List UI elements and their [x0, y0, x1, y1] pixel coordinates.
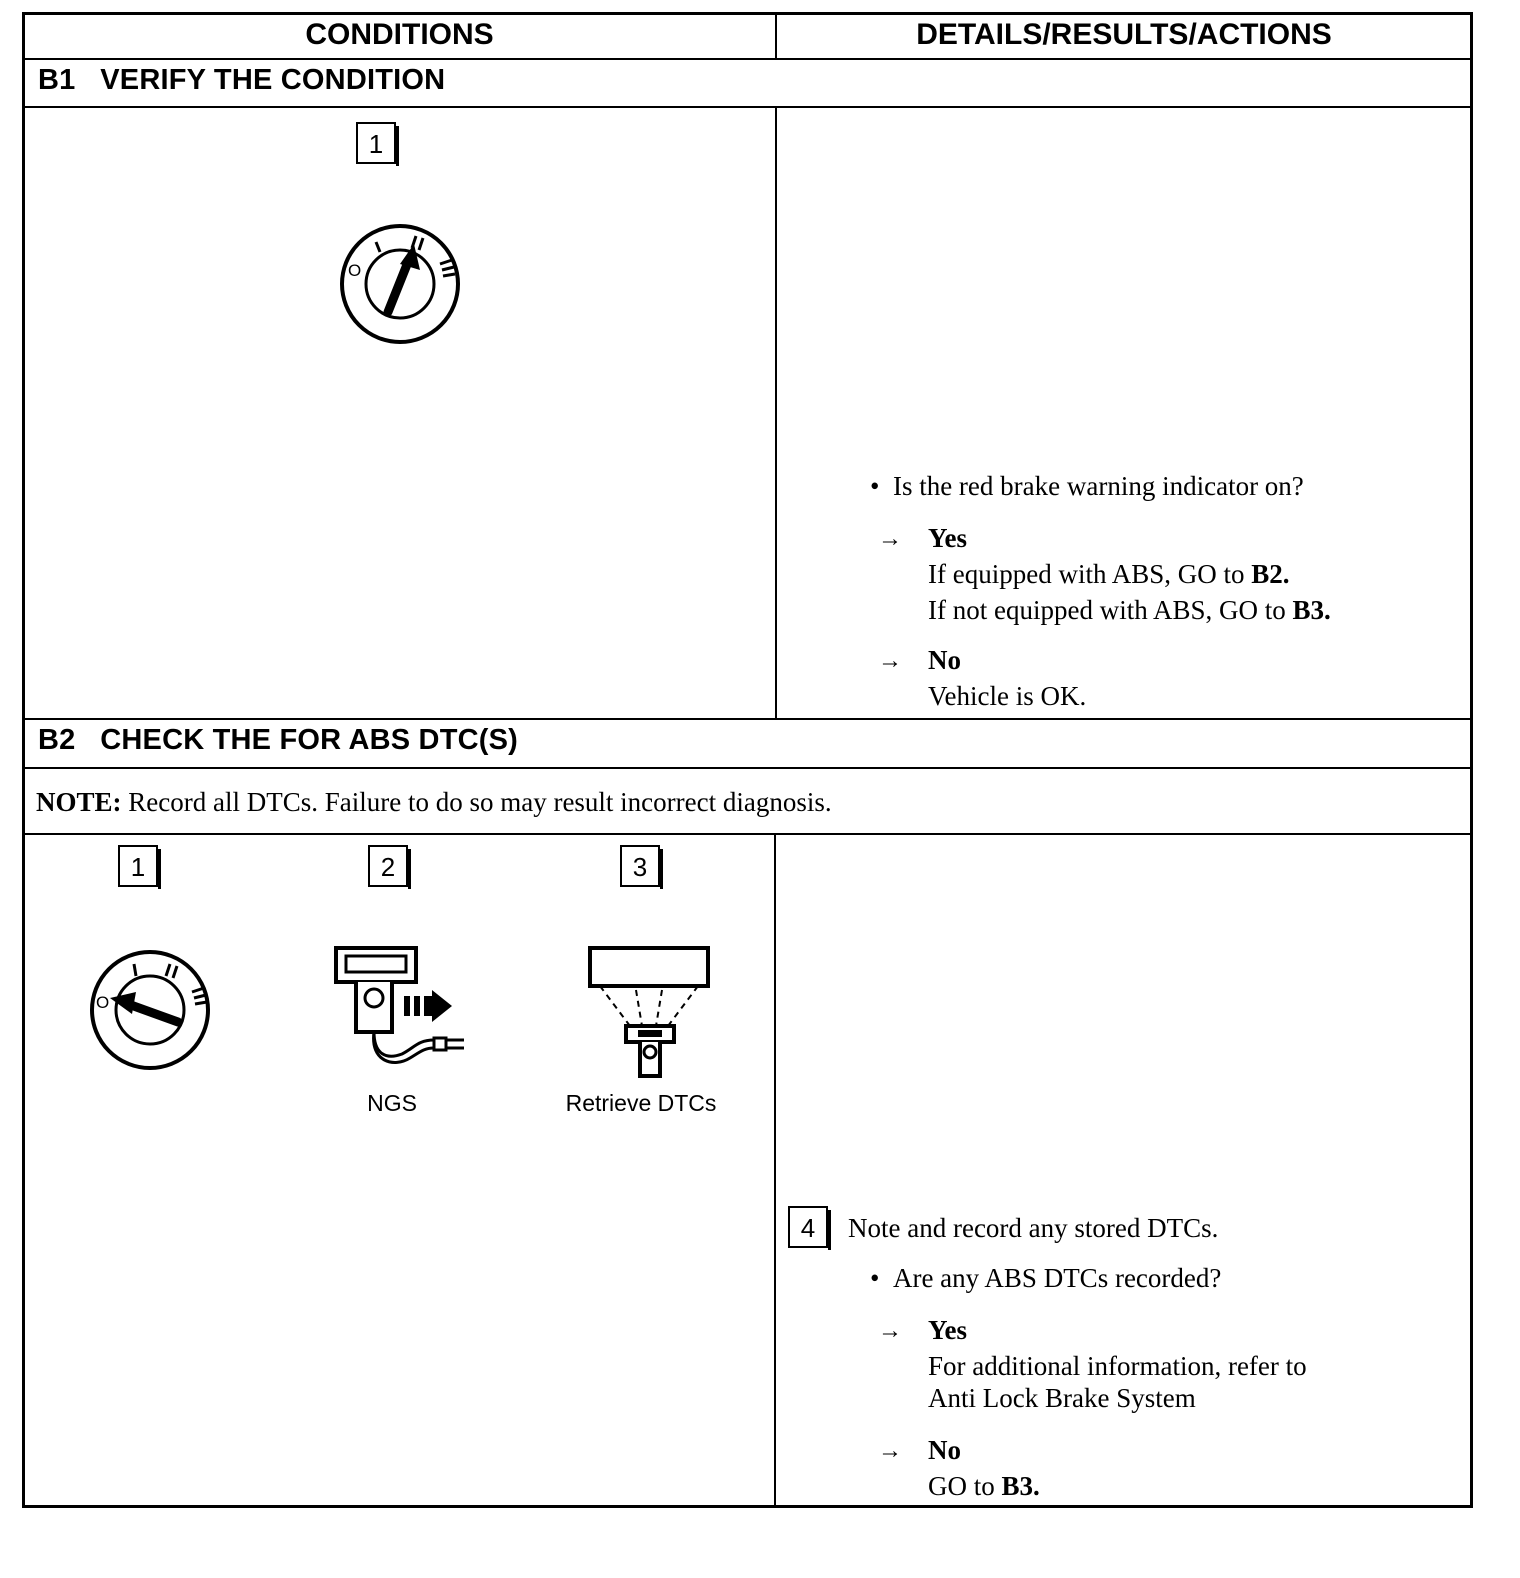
ignition-switch-run-icon [336, 222, 466, 348]
right-arrow-icon: → [878, 1318, 902, 1344]
rule-below-note [24, 833, 1471, 835]
b1-no-block [928, 642, 1086, 714]
right-arrow-icon: → [878, 648, 902, 674]
b2-step-4-number: 4 [788, 1206, 828, 1248]
b2-step-3-number: 3 [620, 845, 660, 887]
b2-step-3-caption: Retrieve DTCs [565, 1090, 717, 1116]
b1-step-1-number: 1 [356, 122, 396, 164]
b2-section-heading: B2 CHECK THE FOR ABS DTC(S) [38, 724, 519, 756]
b2-step-4-text: Note and record any stored DTCs. [848, 1213, 1219, 1243]
b2-no-block [928, 1432, 1040, 1504]
column-divider-b2 [774, 834, 776, 1506]
rule-below-b1-heading [24, 106, 1471, 108]
diagnostic-table-frame [22, 12, 1473, 1508]
b1-yes-line-2-ref: B3. [1292, 595, 1331, 625]
rule-below-b2-heading [24, 767, 1471, 769]
b2-step-2-caption: NGS [367, 1090, 417, 1116]
b1-no-label: No [928, 645, 961, 675]
right-arrow-icon: → [878, 526, 902, 552]
retrieve-dtcs-icon [586, 944, 716, 1084]
b1-question-text: Is the red brake warning indicator on? [892, 471, 1304, 501]
ngs-scan-tool-icon [330, 944, 470, 1074]
b2-question-text: Are any ABS DTCs recorded? [892, 1263, 1222, 1293]
b1-yes-block [928, 520, 1331, 628]
b1-no-line-1: Vehicle is OK. [928, 681, 1087, 711]
b1-yes-line-1 [928, 556, 1331, 592]
b1-section-heading: B1 VERIFY THE CONDITION [38, 64, 446, 96]
b2-no-label: No [928, 1435, 961, 1465]
details-column-header: DETAILS/RESULTS/ACTIONS [916, 18, 1332, 51]
b1-yes-line-2 [928, 592, 1331, 628]
b1-yes-line-2-text: If not equipped with ABS, GO to [928, 595, 1293, 625]
b2-no-line-1-text: GO to [928, 1471, 1002, 1501]
b2-note-label: NOTE: [36, 787, 122, 817]
b1-question [870, 468, 1304, 504]
right-arrow-icon: → [878, 1438, 902, 1464]
b1-yes-line-1-ref: B2. [1251, 559, 1290, 589]
b2-step-1-number: 1 [118, 845, 158, 887]
b2-no-line-1-ref: B3. [1001, 1471, 1040, 1501]
b1-yes-label: Yes [928, 523, 967, 553]
b2-no-line-1 [928, 1468, 1040, 1504]
bullet-icon: • [870, 1263, 893, 1293]
bullet-icon: • [870, 471, 893, 501]
ignition-switch-off-icon [88, 950, 218, 1076]
b2-question [870, 1260, 1221, 1296]
svg-text:O: O [348, 261, 362, 280]
b2-yes-label: Yes [928, 1315, 967, 1345]
b2-step-2-number: 2 [368, 845, 408, 887]
b2-note [36, 784, 832, 820]
rule-below-column-headers [24, 58, 1471, 60]
b2-yes-block [928, 1312, 1307, 1416]
b2-note-text: Record all DTCs. Failure to do so may result incorrect diagnosis. [121, 787, 832, 817]
b2-yes-line-1: For additional information, refer to [928, 1351, 1307, 1381]
b2-yes-line-2: Anti Lock Brake System [928, 1383, 1196, 1413]
rule-below-b1-body [24, 718, 1471, 720]
svg-text:O: O [96, 993, 110, 1012]
conditions-column-header: CONDITIONS [305, 18, 494, 51]
b1-yes-line-1-text: If equipped with ABS, GO to [928, 559, 1252, 589]
column-divider-b1 [775, 107, 777, 719]
